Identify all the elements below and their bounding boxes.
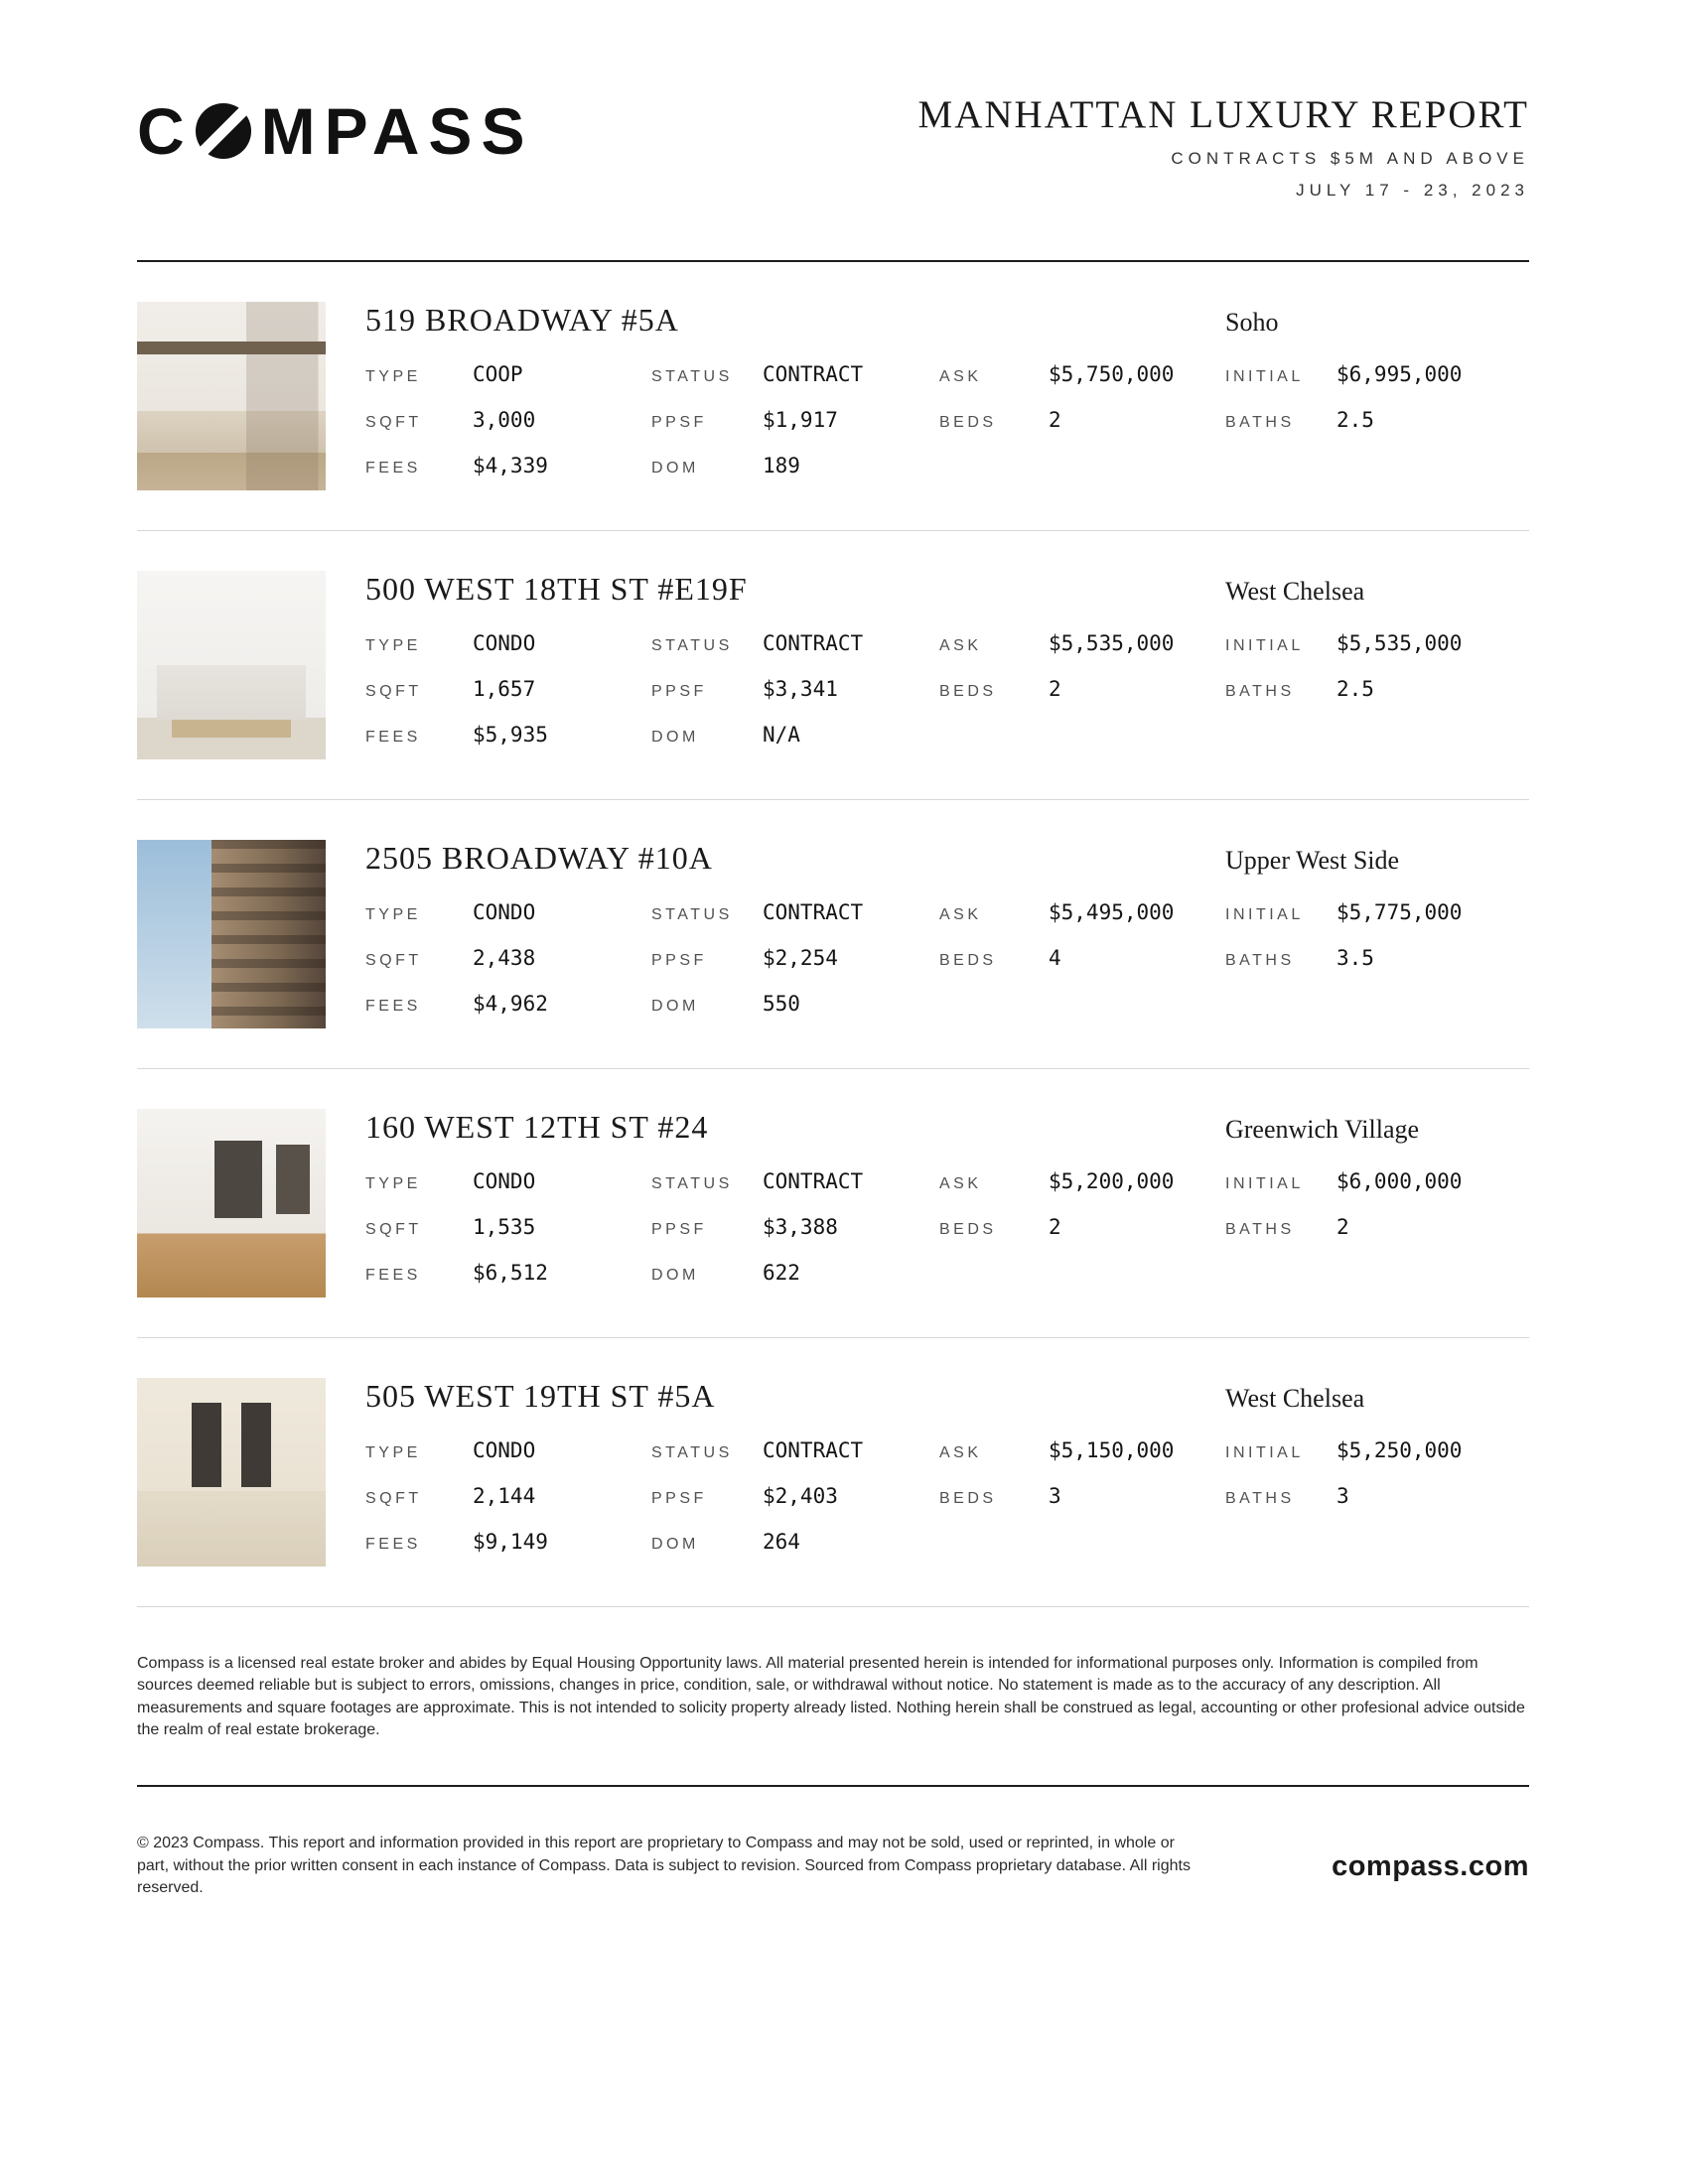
label-baths: BATHS <box>1225 682 1295 700</box>
property-photo <box>137 571 326 759</box>
value-ask: $5,150,000 <box>1049 1437 1175 1462</box>
value-ppsf: $3,388 <box>763 1214 838 1239</box>
value-beds: 4 <box>1049 945 1061 970</box>
label-initial: INITIAL <box>1225 636 1304 654</box>
label-sqft: SQFT <box>365 682 422 700</box>
property-listing <box>137 800 1529 1069</box>
label-status: STATUS <box>651 905 733 923</box>
property-neighborhood: Soho <box>1225 307 1279 337</box>
value-sqft: 3,000 <box>473 407 536 432</box>
label-beds: BEDS <box>939 1220 997 1238</box>
value-baths: 3 <box>1336 1483 1349 1508</box>
label-baths: BATHS <box>1225 951 1295 969</box>
label-initial: INITIAL <box>1225 905 1304 923</box>
label-ppsf: PPSF <box>651 951 707 969</box>
value-baths: 2.5 <box>1336 676 1374 701</box>
value-ask: $5,750,000 <box>1049 361 1175 386</box>
property-data-grid <box>365 1169 1529 1285</box>
value-ask: $5,495,000 <box>1049 899 1175 924</box>
property-address: 2505 BROADWAY #10A <box>365 839 713 876</box>
label-initial: INITIAL <box>1225 1443 1304 1461</box>
value-sqft: 2,144 <box>473 1483 536 1508</box>
value-fees: $4,962 <box>473 991 548 1016</box>
label-status: STATUS <box>651 1174 733 1192</box>
value-fees: $6,512 <box>473 1260 548 1285</box>
property-details <box>365 840 1529 1016</box>
disclaimer-text: Compass is a licensed real estate broker and abides by Equal Housing Opportunity laws. All material presented herein is intended for informational purposes only. Information is compiled from sources deemed reliable but is subject to errors, omissions, changes in price, condition, sale, or withdrawal without notice. No statement is made as to the accuracy of any description. All measurements and square footages are approximate. This is not intended to solicity property already listed. Nothing herein shall be construed as legal, accounting or other profesional advice outside the realm of real estate brokerage. <box>137 1654 1525 1739</box>
value-dom: 264 <box>763 1529 800 1554</box>
property-title-row <box>365 302 1529 339</box>
value-sqft: 1,657 <box>473 676 536 701</box>
label-type: TYPE <box>365 1174 421 1192</box>
property-address: 500 WEST 18TH ST #E19F <box>365 570 748 607</box>
label-ask: ASK <box>939 1443 982 1461</box>
property-photo <box>137 1109 326 1297</box>
value-baths: 2.5 <box>1336 407 1374 432</box>
value-beds: 2 <box>1049 407 1061 432</box>
property-title-row <box>365 840 1529 877</box>
report-subtitle: CONTRACTS $5M AND ABOVE <box>1171 148 1529 168</box>
property-data-grid <box>365 1438 1529 1554</box>
property-details <box>365 571 1529 747</box>
report-title: MANHATTAN LUXURY REPORT <box>917 93 1529 136</box>
label-ppsf: PPSF <box>651 1220 707 1238</box>
label-baths: BATHS <box>1225 1220 1295 1238</box>
value-ppsf: $3,341 <box>763 676 838 701</box>
label-type: TYPE <box>365 1443 421 1461</box>
property-listing <box>137 262 1529 531</box>
value-ask: $5,535,000 <box>1049 630 1175 655</box>
value-type: CONDO <box>473 1168 536 1193</box>
value-initial: $5,535,000 <box>1336 630 1463 655</box>
label-dom: DOM <box>651 1535 699 1553</box>
label-ask: ASK <box>939 905 982 923</box>
property-neighborhood: Greenwich Village <box>1225 1114 1420 1144</box>
report-date-range: JULY 17 - 23, 2023 <box>1296 180 1529 200</box>
property-neighborhood: West Chelsea <box>1225 1383 1365 1413</box>
value-dom: N/A <box>763 722 800 747</box>
value-initial: $5,775,000 <box>1336 899 1463 924</box>
value-type: CONDO <box>473 630 536 655</box>
label-beds: BEDS <box>939 1489 997 1507</box>
value-sqft: 1,535 <box>473 1214 536 1239</box>
label-status: STATUS <box>651 367 733 385</box>
property-photo <box>137 840 326 1028</box>
compass-logo-letter-c: C <box>137 94 194 168</box>
compass-logo-letters: MPASS <box>260 94 534 168</box>
copyright-text: © 2023 Compass. This report and information provided in this report are proprietary to Compass and may not be sold, used or reprinted, in whole or part, without the prior written consent in each instance of Compass. Data is subject to revision. Sourced from Compass proprietary database. All rights reserved. <box>137 1835 1191 1897</box>
value-status: CONTRACT <box>763 899 864 924</box>
property-listing <box>137 1338 1529 1607</box>
property-details <box>365 1109 1529 1285</box>
label-dom: DOM <box>651 1266 699 1284</box>
property-neighborhood: Upper West Side <box>1225 845 1400 875</box>
value-dom: 189 <box>763 453 800 478</box>
value-status: CONTRACT <box>763 1168 864 1193</box>
label-beds: BEDS <box>939 951 997 969</box>
value-initial: $6,995,000 <box>1336 361 1463 386</box>
value-status: CONTRACT <box>763 361 864 386</box>
label-ppsf: PPSF <box>651 1489 707 1507</box>
value-dom: 550 <box>763 991 800 1016</box>
property-neighborhood: West Chelsea <box>1225 576 1365 606</box>
value-baths: 2 <box>1336 1214 1349 1239</box>
report-header <box>137 94 1529 262</box>
compass-website-link[interactable]: compass.com <box>1332 1849 1529 1882</box>
value-sqft: 2,438 <box>473 945 536 970</box>
label-fees: FEES <box>365 728 421 746</box>
property-title-row <box>365 1378 1529 1415</box>
label-ask: ASK <box>939 636 982 654</box>
label-initial: INITIAL <box>1225 1174 1304 1192</box>
property-address: 519 BROADWAY #5A <box>365 301 679 338</box>
label-fees: FEES <box>365 1266 421 1284</box>
value-beds: 2 <box>1049 1214 1061 1239</box>
footer-row <box>137 1787 1529 1915</box>
label-type: TYPE <box>365 367 421 385</box>
label-fees: FEES <box>365 459 421 477</box>
label-sqft: SQFT <box>365 413 422 431</box>
property-details <box>365 302 1529 478</box>
value-type: CONDO <box>473 1437 536 1462</box>
value-ppsf: $2,403 <box>763 1483 838 1508</box>
value-ppsf: $1,917 <box>763 407 838 432</box>
label-sqft: SQFT <box>365 1220 422 1238</box>
label-sqft: SQFT <box>365 951 422 969</box>
label-status: STATUS <box>651 1443 733 1461</box>
property-photo <box>137 1378 326 1567</box>
label-ppsf: PPSF <box>651 682 707 700</box>
compass-logo <box>137 94 534 168</box>
value-beds: 3 <box>1049 1483 1061 1508</box>
value-baths: 3.5 <box>1336 945 1374 970</box>
label-status: STATUS <box>651 636 733 654</box>
label-type: TYPE <box>365 636 421 654</box>
value-ask: $5,200,000 <box>1049 1168 1175 1193</box>
label-dom: DOM <box>651 459 699 477</box>
label-ask: ASK <box>939 1174 982 1192</box>
property-listing <box>137 531 1529 800</box>
label-ask: ASK <box>939 367 982 385</box>
value-dom: 622 <box>763 1260 800 1285</box>
label-initial: INITIAL <box>1225 367 1304 385</box>
property-title-row <box>365 571 1529 608</box>
compass-logo-o-icon <box>196 103 251 159</box>
value-fees: $4,339 <box>473 453 548 478</box>
report-header-right <box>918 94 1529 201</box>
property-address: 160 WEST 12TH ST #24 <box>365 1108 709 1145</box>
value-status: CONTRACT <box>763 630 864 655</box>
label-type: TYPE <box>365 905 421 923</box>
label-ppsf: PPSF <box>651 413 707 431</box>
property-listing <box>137 1069 1529 1338</box>
property-details <box>365 1378 1529 1554</box>
label-baths: BATHS <box>1225 413 1295 431</box>
label-dom: DOM <box>651 728 699 746</box>
value-fees: $5,935 <box>473 722 548 747</box>
label-sqft: SQFT <box>365 1489 422 1507</box>
value-beds: 2 <box>1049 676 1061 701</box>
property-photo <box>137 302 326 490</box>
property-data-grid <box>365 900 1529 1016</box>
value-initial: $5,250,000 <box>1336 1437 1463 1462</box>
property-data-grid <box>365 362 1529 478</box>
label-baths: BATHS <box>1225 1489 1295 1507</box>
label-beds: BEDS <box>939 682 997 700</box>
label-dom: DOM <box>651 997 699 1015</box>
property-title-row <box>365 1109 1529 1146</box>
value-type: CONDO <box>473 899 536 924</box>
value-initial: $6,000,000 <box>1336 1168 1463 1193</box>
label-beds: BEDS <box>939 413 997 431</box>
label-fees: FEES <box>365 997 421 1015</box>
property-data-grid <box>365 631 1529 747</box>
value-type: COOP <box>473 361 523 386</box>
value-ppsf: $2,254 <box>763 945 838 970</box>
property-address: 505 WEST 19TH ST #5A <box>365 1377 716 1414</box>
label-fees: FEES <box>365 1535 421 1553</box>
value-fees: $9,149 <box>473 1529 548 1554</box>
value-status: CONTRACT <box>763 1437 864 1462</box>
